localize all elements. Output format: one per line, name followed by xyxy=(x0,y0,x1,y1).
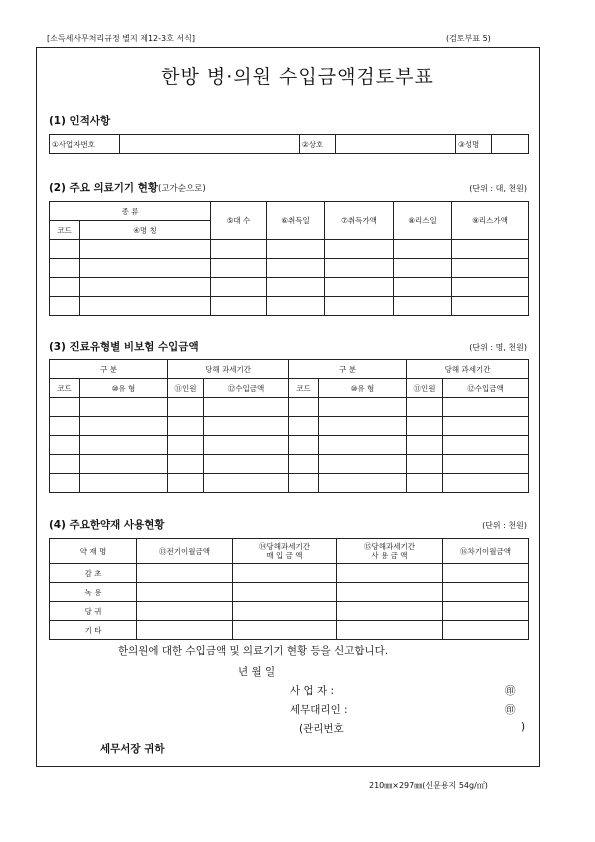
type-header-left: ⑩유 형 xyxy=(80,379,168,398)
tax-agent-label: 세무대리인 : xyxy=(290,704,348,716)
group-header-right: 구 분 xyxy=(289,360,407,379)
acquisition-date-header: ⑥취득일 xyxy=(267,202,325,240)
section3-heading: (3) 진료유형별 비보험 수입금액 xyxy=(49,341,199,353)
section4-heading: (4) 주요한약재 사용현황 xyxy=(49,519,165,531)
medical-equipment-table xyxy=(49,201,529,316)
table-row xyxy=(50,583,529,602)
period-header-left: 당해 과세기간 xyxy=(168,360,289,379)
table-row xyxy=(50,436,529,455)
form-title: 한방 병·의원 수입금액검토부표 xyxy=(161,66,434,88)
business-owner-label: 사 업 자 : xyxy=(290,685,334,697)
table-row xyxy=(50,240,529,259)
owner-name-label: ③성명 xyxy=(456,135,492,154)
seal-mark: ㊞ xyxy=(505,704,516,716)
carried-forward-header: ⑬전기이월금액 xyxy=(137,539,233,564)
quantity-header: ⑤대 수 xyxy=(211,202,267,240)
section3-unit: (단위 : 명, 천원) xyxy=(469,343,527,352)
usage-amount-header: ⑮당해과세기간 사 용 금 액 xyxy=(337,539,443,564)
form-reference: [소득세사무처리규정 별지 제12-3호 서식] xyxy=(47,34,195,43)
next-carryover-header: ⑯차기이월금액 xyxy=(443,539,529,564)
type-header-right: ⑩유 형 xyxy=(319,379,407,398)
table-row xyxy=(50,602,529,621)
form-number: (검토부표 5) xyxy=(446,34,491,43)
section1-heading: (1) 인적사항 xyxy=(49,115,111,127)
table-row xyxy=(50,278,529,297)
uninsured-revenue-table xyxy=(49,359,529,493)
business-number-label: ①사업자번호 xyxy=(50,135,120,154)
table-row xyxy=(50,398,529,417)
code-header-left: 코드 xyxy=(50,379,80,398)
table-row xyxy=(50,297,529,316)
lease-date-header: ⑧리스일 xyxy=(394,202,452,240)
table-row xyxy=(50,417,529,436)
herbal-materials-table xyxy=(49,538,529,640)
business-number-field[interactable] xyxy=(120,135,300,154)
row-label: 녹 용 xyxy=(50,583,137,602)
addressee: 세무서장 귀하 xyxy=(100,743,165,755)
section2-heading: (2) 주요 의료기기 현황(고가순으로) xyxy=(49,182,206,194)
management-number-label: (관리번호 xyxy=(299,723,344,735)
business-name-field[interactable] xyxy=(336,135,456,154)
lease-price-header: ⑨리스가액 xyxy=(452,202,529,240)
table-row xyxy=(50,564,529,583)
section4-unit: (단위 : 천원) xyxy=(482,521,527,530)
code-header-right: 코드 xyxy=(289,379,319,398)
paper-spec: 210㎜×297㎜(신문용지 54g/㎡) xyxy=(369,781,488,790)
table-row xyxy=(50,455,529,474)
table-row xyxy=(50,621,529,640)
group-header-left: 구 분 xyxy=(50,360,168,379)
equipment-name-header: ④명 칭 xyxy=(80,221,211,240)
row-label: 기 타 xyxy=(50,621,137,640)
kind-header: 종 류 xyxy=(50,202,211,221)
period-header-right: 당해 과세기간 xyxy=(407,360,529,379)
acquisition-price-header: ⑦취득가액 xyxy=(325,202,394,240)
row-label: 당 귀 xyxy=(50,602,137,621)
table-row xyxy=(50,259,529,278)
seal-mark: ㊞ xyxy=(505,685,516,697)
people-header-left: ⑪인원 xyxy=(168,379,204,398)
personal-info-table xyxy=(49,134,529,154)
business-name-label: ②상호 xyxy=(300,135,336,154)
owner-name-field[interactable] xyxy=(492,135,529,154)
date-line: 년 월 일 xyxy=(238,666,276,678)
table-row xyxy=(50,474,529,493)
amount-header-right: ⑫수입금액 xyxy=(443,379,529,398)
amount-header-left: ⑫수입금액 xyxy=(204,379,289,398)
row-label: 감 초 xyxy=(50,564,137,583)
section2-unit: (단위 : 대, 천원) xyxy=(469,184,527,193)
purchase-amount-header: ⑭당해과세기간 매 입 금 액 xyxy=(233,539,337,564)
material-name-header: 약 재 명 xyxy=(50,539,137,564)
code-header: 코드 xyxy=(50,221,80,240)
management-number-close: ) xyxy=(521,721,526,733)
declaration-text: 한의원에 대한 수입금액 및 의료기기 현황 등을 신고합니다. xyxy=(118,645,389,657)
people-header-right: ⑪인원 xyxy=(407,379,443,398)
